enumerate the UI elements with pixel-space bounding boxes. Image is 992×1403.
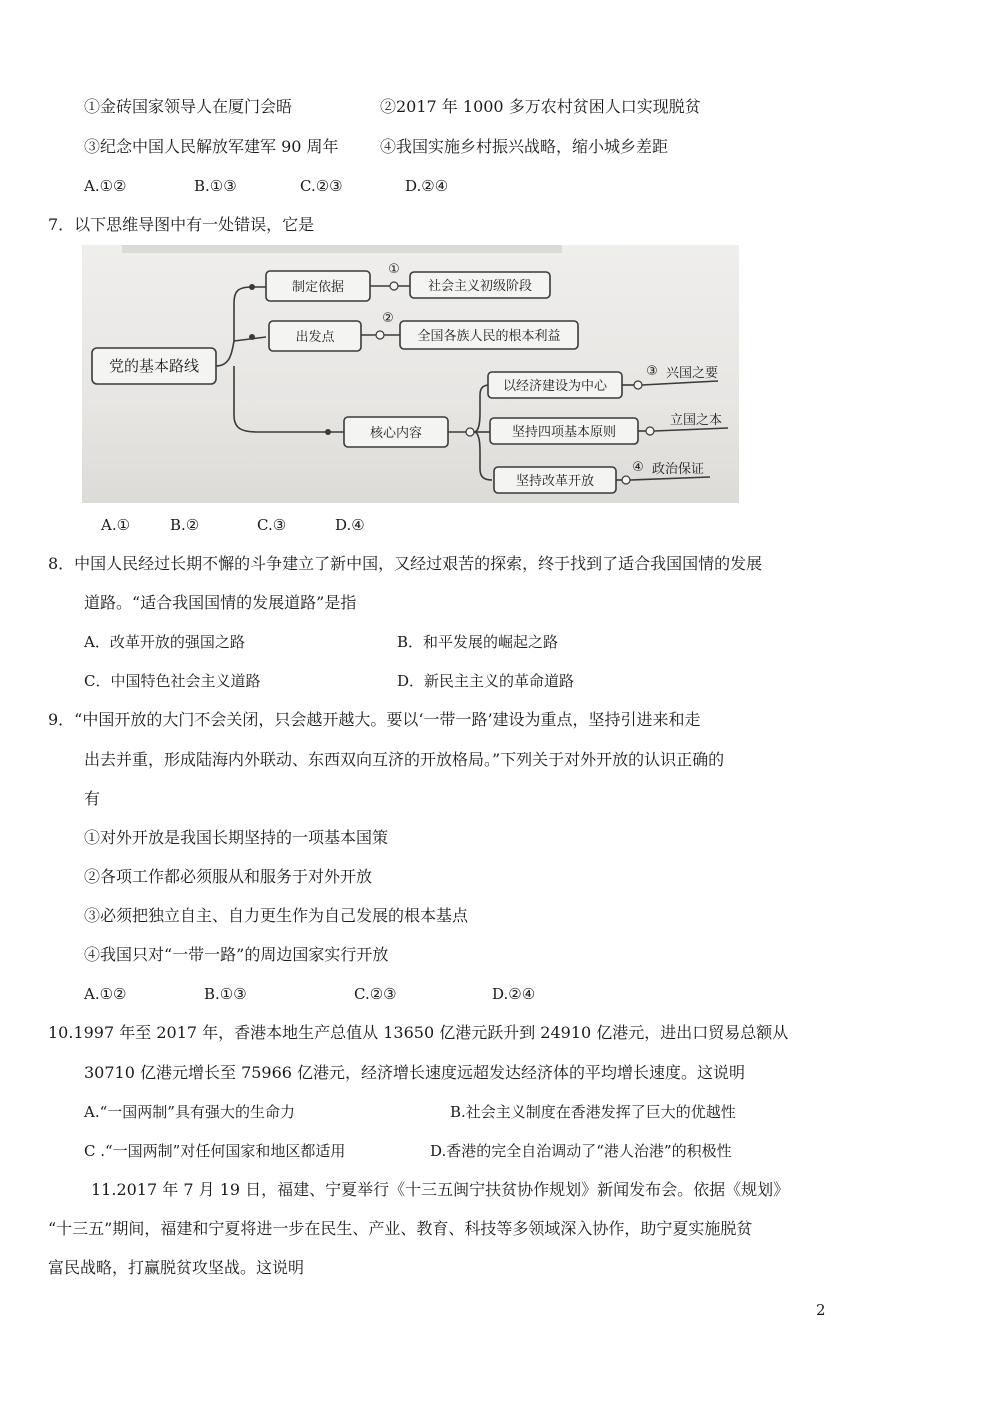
mindmap-core-1-value: 兴国之要: [666, 366, 719, 381]
q7-stem: 7．以下思维导图中有一处错误，它是: [48, 215, 315, 234]
q9-option-b: B.①③: [204, 985, 247, 1003]
mindmap-basis-value: 社会主义初级阶段: [427, 279, 533, 294]
q10-option-c: C .“一国两制”对任何国家和地区都适用: [84, 1142, 346, 1160]
mindmap-basis: 制定依据: [291, 280, 345, 295]
q6-option-b: B.①③: [194, 177, 237, 195]
q8-option-b: B．和平发展的崛起之路: [397, 633, 559, 651]
q9-option-c: C.②③: [354, 985, 397, 1003]
q9-item-4: ④我国只对“一带一路”的周边国家实行开放: [84, 945, 389, 964]
q10-option-d: D.香港的完全自治调动了“港人治港”的积极性: [430, 1142, 732, 1160]
q9-option-a: A.①②: [84, 985, 127, 1003]
q9-item-1: ①对外开放是我国长期坚持的一项基本国策: [84, 828, 389, 847]
q6-option-c: C.②③: [300, 177, 343, 195]
mindmap-core-2: 坚持四项基本原则: [511, 425, 617, 440]
q7-option-d: D.④: [335, 516, 365, 534]
page-number: 2: [816, 1301, 826, 1319]
q10-line-1: 10.1997 年至 2017 年，香港本地生产总值从 13650 亿港元跃升到 24910 亿港元，进出口贸易总额从: [48, 1023, 789, 1042]
q7-option-b: B.②: [170, 516, 200, 534]
mindmap-mark-3: ③: [646, 364, 658, 379]
q9-item-3: ③必须把独立自主、自力更生作为自己发展的根本基点: [84, 906, 469, 925]
mindmap-root: 党的基本路线: [108, 357, 200, 375]
mind-map-photo: [82, 245, 739, 503]
q7-option-c: C.③: [257, 516, 287, 534]
mindmap-core-3-value: 政治保证: [652, 462, 705, 477]
mindmap-core-2-value: 立国之本: [670, 413, 723, 428]
q11-line-3: 富民战略，打赢脱贫攻坚战。这说明: [48, 1258, 305, 1277]
q6-item-1: ①金砖国家领导人在厦门会晤: [84, 97, 293, 116]
q9-line-2: 出去并重，形成陆海内外联动、东西双向互济的开放格局。”下列关于对外开放的认识正确的: [84, 750, 725, 769]
mindmap-core: 核心内容: [369, 426, 423, 441]
q10-line-2: 30710 亿港元增长至 75966 亿港元，经济增长速度远超发达经济体的平均增长速度。这说明: [84, 1063, 746, 1082]
mindmap-mark-2: ②: [382, 311, 394, 326]
q8-line-1: 8．中国人民经过长期不懈的斗争建立了新中国，又经过艰苦的探索，终于找到了适合我国国情的发展: [48, 554, 763, 573]
q6-item-2: ②2017 年 1000 多万农村贫困人口实现脱贫: [380, 97, 701, 116]
q6-item-3: ③纪念中国人民解放军建军 90 周年: [84, 137, 339, 156]
q9-item-2: ②各项工作都必须服从和服务于对外开放: [84, 867, 373, 886]
mindmap-core-3: 坚持改革开放: [515, 474, 595, 489]
q9-line-3: 有: [84, 789, 101, 808]
q11-line-2: “十三五”期间，福建和宁夏将进一步在民生、产业、教育、科技等多领域深入协作，助宁夏实施脱贫: [48, 1219, 753, 1238]
q11-line-1: 11.2017 年 7 月 19 日，福建、宁夏举行《十三五闽宁扶贫协作规划》新闻发布会。依据《规划》: [91, 1180, 790, 1199]
q10-option-b: B.社会主义制度在香港发挥了巨大的优越性: [450, 1103, 736, 1121]
mindmap-start: 出发点: [295, 330, 335, 345]
q8-option-a: A．改革开放的强国之路: [84, 633, 245, 651]
q8-line-2: 道路。“适合我国国情的发展道路”是指: [84, 593, 357, 612]
q8-option-c: C．中国特色社会主义道路: [84, 672, 261, 690]
mindmap-start-value: 全国各族人民的根本利益: [417, 329, 561, 344]
q6-item-4: ④我国实施乡村振兴战略，缩小城乡差距: [380, 137, 669, 156]
mindmap-mark-4: ④: [632, 460, 644, 475]
q10-option-a: A.“一国两制”具有强大的生命力: [84, 1103, 295, 1121]
q6-option-a: A.①②: [84, 177, 127, 195]
q8-option-d: D．新民主主义的革命道路: [397, 672, 575, 690]
mindmap-mark-1: ①: [388, 262, 400, 277]
q9-option-d: D.②④: [492, 985, 536, 1003]
q6-option-d: D.②④: [405, 177, 449, 195]
q7-option-a: A.①: [101, 516, 131, 534]
mindmap-core-1: 以经济建设为中心: [502, 379, 608, 394]
q9-line-1: 9．“中国开放的大门不会关闭，只会越开越大。要以‘一带一路’建设为重点，坚持引进来和走: [48, 710, 701, 729]
